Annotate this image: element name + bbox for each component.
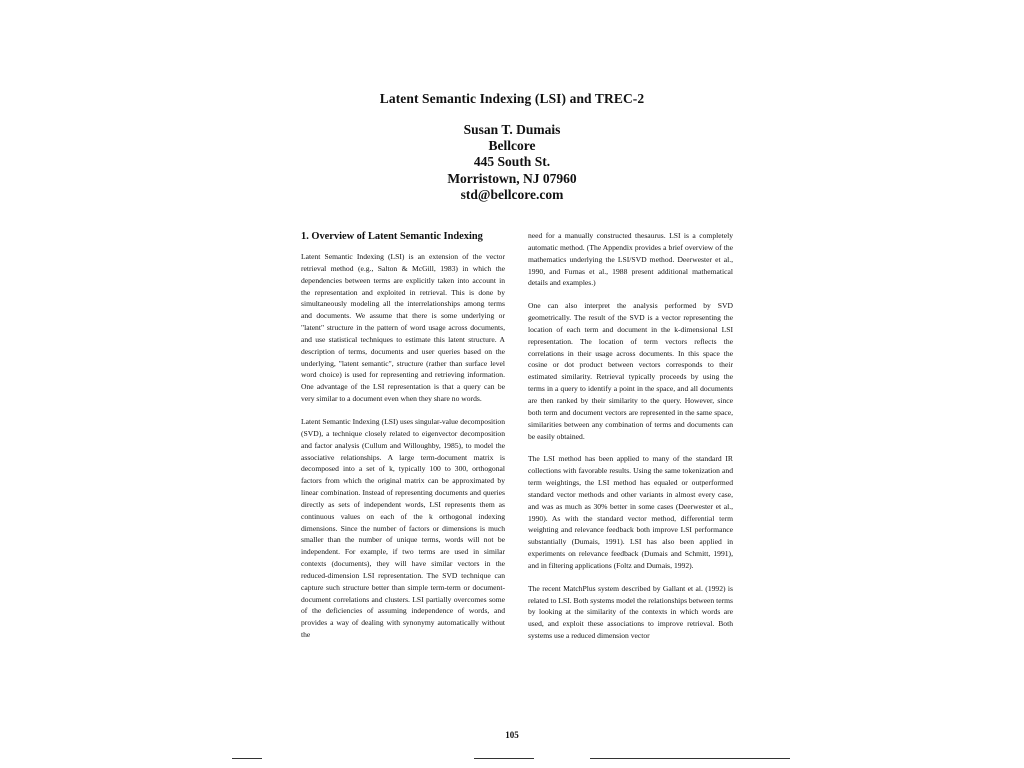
author-email: std@bellcore.com (460, 186, 564, 202)
paragraph: The recent MatchPlus system described by Gallant et al. (1992) is related to LSI. Both systems model the relationships between terms by looking at the similarity of the contexts in which words are used, and exploit these associations to improve retrieval. Both systems use a reduced dimension vector (528, 583, 733, 641)
author-street: 445 South St. (473, 154, 551, 170)
paper-title: Latent Semantic Indexing (LSI) and TREC-2 (379, 91, 645, 106)
footer-rule (232, 758, 262, 759)
page-number: 105 (505, 730, 519, 740)
paragraph: One can also interpret the analysis performed by SVD geometrically. The result of the SVD is a vector representing the location of each term and document in the k-dimensional LSI representation. The location of term vectors reflects the correlations in their usage across documents. In this space the cosine or dot product between vectors corresponds to their estimated similarity. Retrieval typically proceeds by using the terms in a query to identify a point in the space, and all documents are then ranked by their similarity to the query. However, since both term and document vectors are represented in the same space, similarities between any combination of terms and documents can be easily obtained. (528, 301, 733, 441)
paragraph: Latent Semantic Indexing (LSI) uses singular-value decomposition (SVD), a technique closely related to eigenvector decomposition and factor analysis (Cullum and Willoughby, 1985), to model the associative relationships. A large term-document matrix is decomposed into a set of k, typically 100 to 300, orthogonal factors from which the original matrix can be approximated by linear combination. Instead of representing documents and queries directly as sets of independent words, LSI represents them as continuous values on each of the k orthogonal indexing dimensions. Since the number of factors or dimensions is much smaller than the number of unique terms, words will not be independent. For example, if two terms are used in similar contexts (documents), they will have similar vectors in the reduced-dimension LSI representation. The SVD technique can capture such structure better than simple term-term or document-document correlations and clusters. LSI partially overcomes some of the deficiencies of assuming independence of words, and provides a way of dealing with synonymy automatically without the (301, 416, 505, 640)
paragraph: need for a manually constructed thesaurus. LSI is a completely automatic method. (The Appendix provides a brief overview of the mathematics underlying the LSI/SVD method. Deerwester et al., 1990, and Furnas et al., 1988 present additional mathematical details and examples.) (528, 231, 733, 288)
footer-rule (590, 758, 790, 759)
author-block (380, 122, 644, 203)
author-affiliation: Bellcore (488, 138, 536, 154)
author-name: Susan T. Dumais (463, 122, 561, 137)
author-city: Morristown, NJ 07960 (447, 170, 577, 186)
footer-rule (474, 758, 534, 759)
paragraph: Latent Semantic Indexing (LSI) is an extension of the vector retrieval method (e.g., Salton & McGill, 1983) in which the dependencies between terms are explicitly taken into account in the representation and exploited in retrieval. This is done by simultaneously modeling all the interrelationships among terms and documents. We assume that there is some underlying or "latent" structure in the pattern of word usage across documents, and use statistical techniques to estimate this latent structure. A description of terms, documents and user queries based on the underlying, "latent semantic", structure (rather than surface level word choice) is used for representing and retrieving information. One advantage of the LSI representation is that a query can be very similar to a document even when they share no words. (301, 252, 505, 404)
paragraph: The LSI method has been applied to many of the standard IR collections with favorable results. Using the same tokenization and term weightings, the LSI method has equaled or outperformed standard vector methods and other variants in almost every case, and was as much as 30% better in some cases (Deerwester et al., 1990). As with the standard vector method, differential term weighting and relevance feedback both improve LSI performance substantially (Dumais, 1991). LSI has also been applied in experiments on relevance feedback (Dumais and Schmitt, 1991), and in filtering applications (Foltz and Dumais, 1992). (528, 454, 733, 570)
left-column (301, 230, 505, 652)
section-heading: 1. Overview of Latent Semantic Indexing (301, 231, 483, 242)
right-column (528, 230, 733, 653)
